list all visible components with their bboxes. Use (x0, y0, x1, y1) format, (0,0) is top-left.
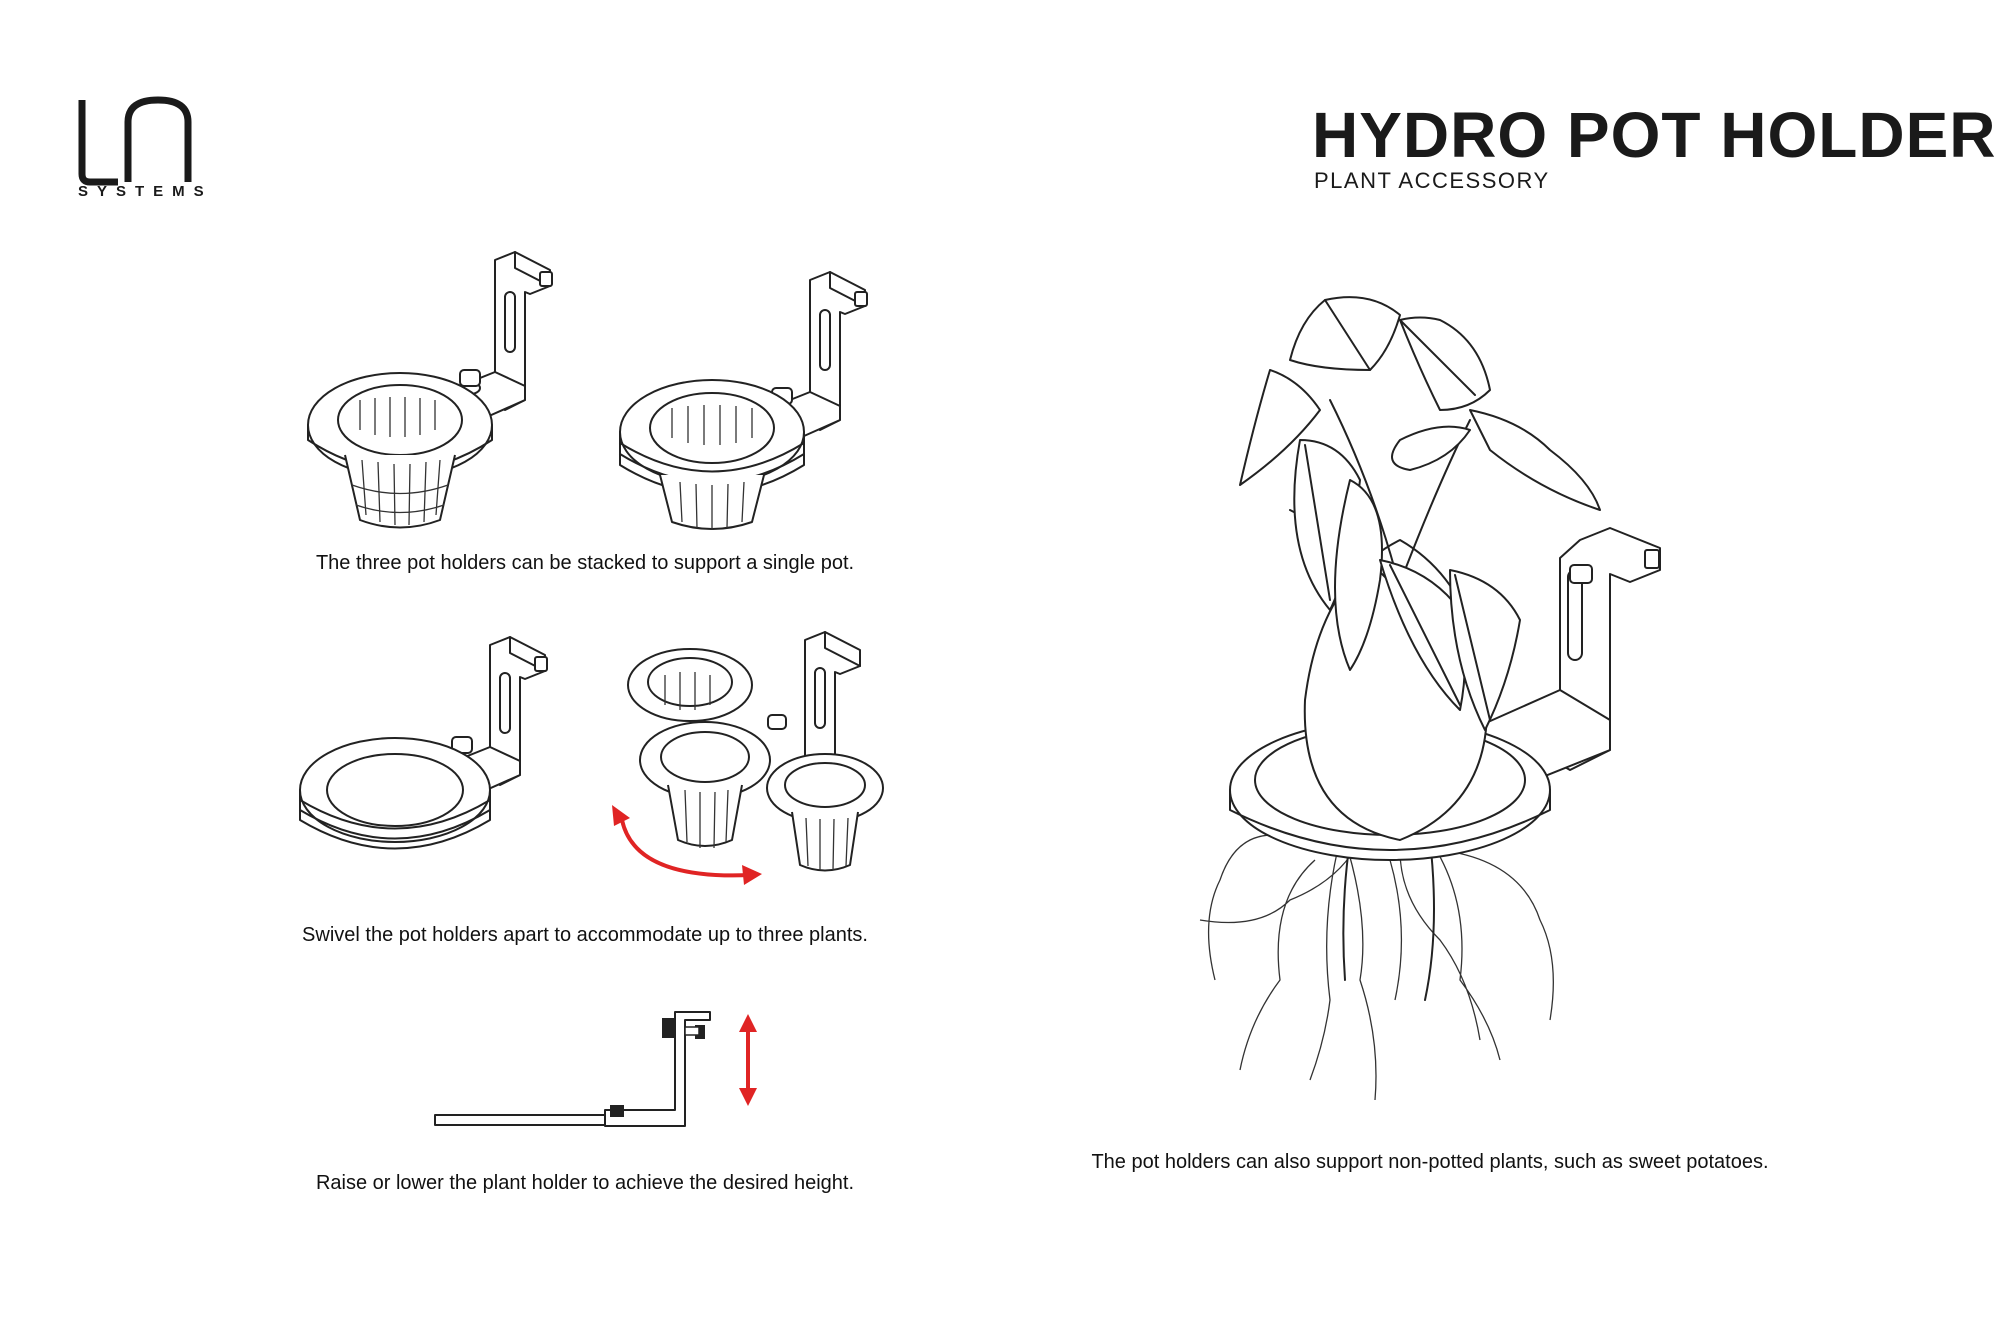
caption-stack: The three pot holders can be stacked to support a single pot. (315, 552, 855, 574)
page-title: HYDRO POT HOLDER (1312, 99, 1997, 171)
caption-nonpotted: The pot holders can also support non-potted plants, such as sweet potatoes. (1091, 1151, 1769, 1173)
stacked-empty-illustration (295, 625, 585, 875)
single-holder-illustration (300, 230, 580, 530)
caption-swivel: Swivel the pot holders apart to accommodate up to three plants. (302, 924, 868, 946)
plant-illustration (1140, 280, 1710, 1110)
logo-wordmark: SYSTEMS (78, 183, 213, 200)
caption-height: Raise or lower the plant holder to achieve the desired height. (315, 1172, 855, 1194)
height-adjust-illustration (430, 1000, 790, 1140)
swivel-arrow (600, 790, 770, 900)
page-subtitle: PLANT ACCESSORY (1314, 168, 1550, 193)
stacked-holder-illustration (600, 260, 900, 540)
